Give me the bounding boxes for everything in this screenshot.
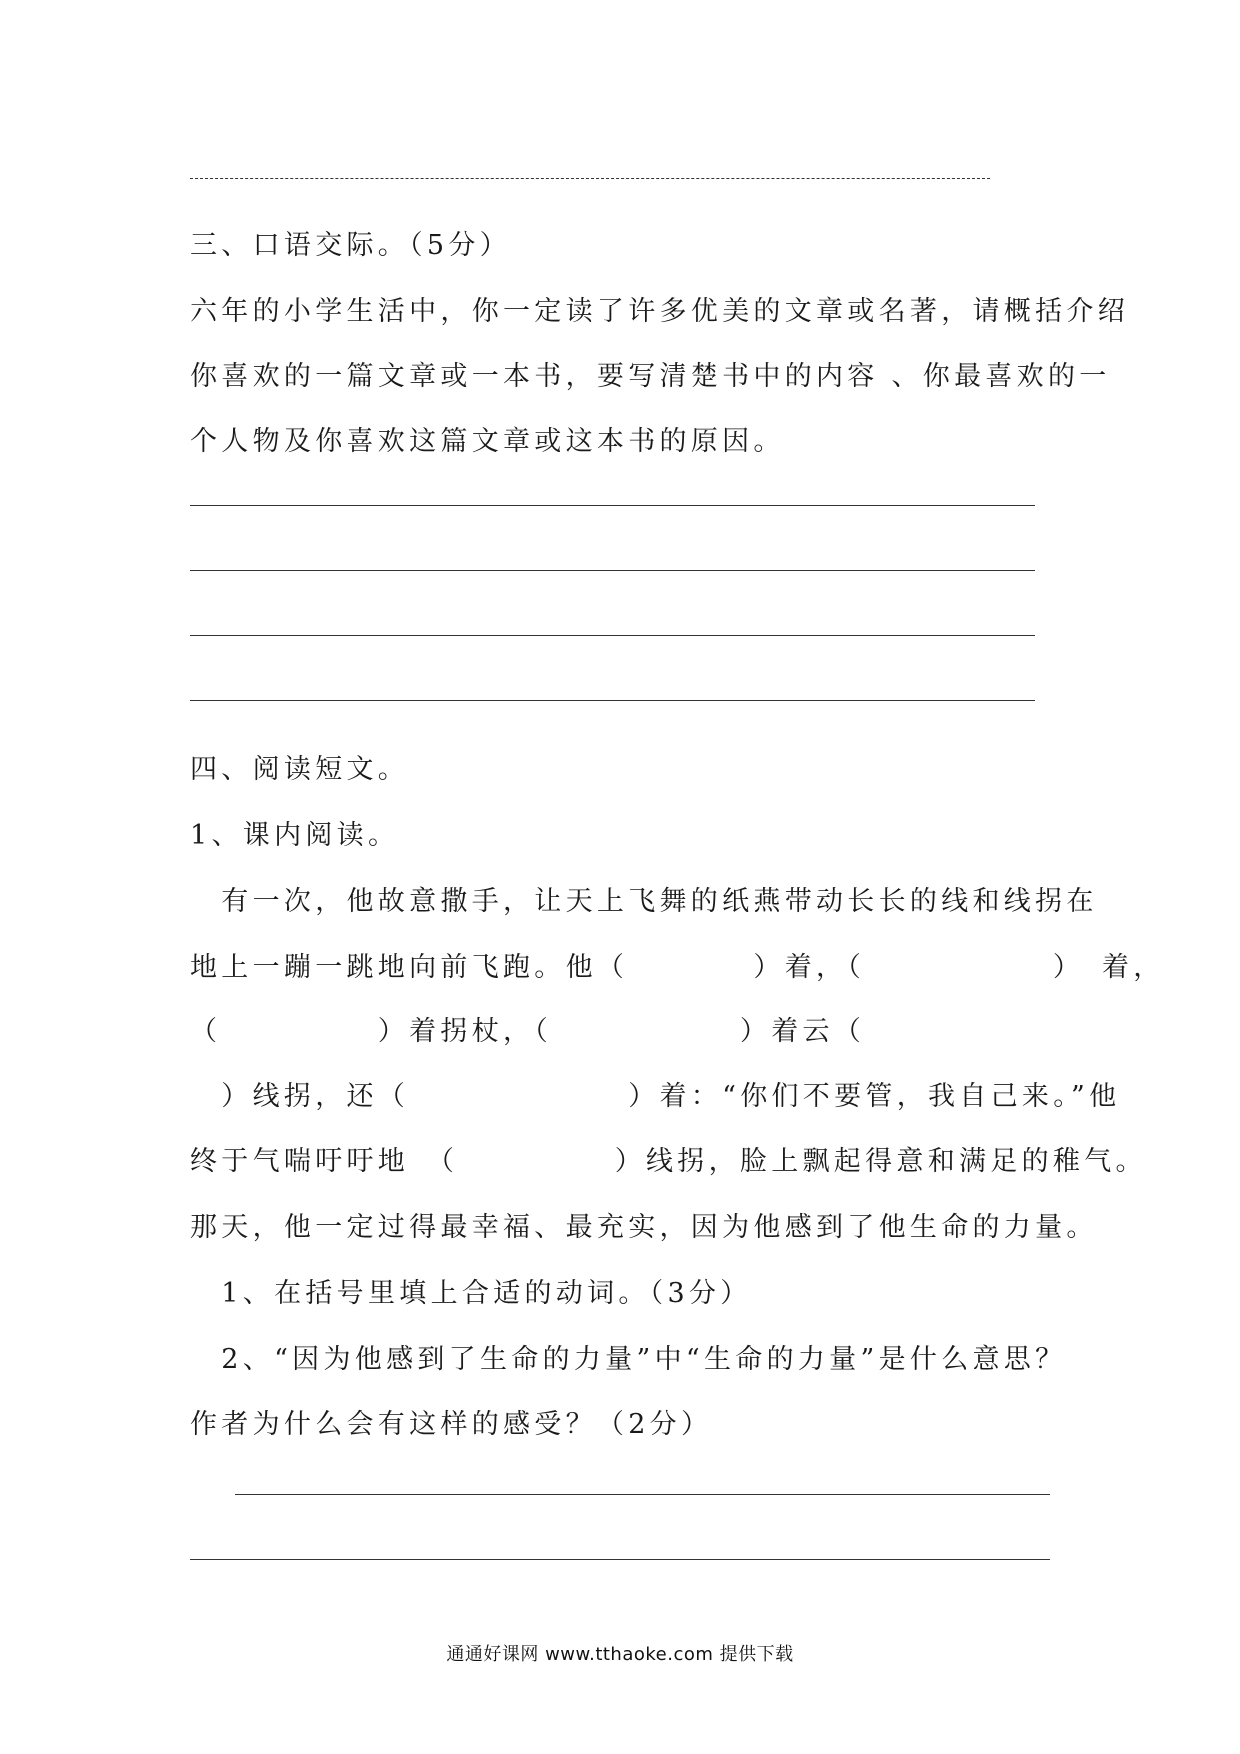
answer-line[interactable] [235,1494,1050,1495]
section-heading: 三、口语交际。（5分） [190,230,511,261]
paragraph-line: 个人物及你喜欢这篇文章或这本书的原因。 [190,426,785,457]
passage-line: 地上一蹦一跳地向前飞跑。他（ ）着，（ ） 着， [190,952,1165,983]
question-2: 2、“因为他感到了生命的力量”中“生命的力量”是什么意思？ [190,1344,1067,1375]
answer-line[interactable] [190,505,1035,506]
paragraph-line: 你喜欢的一篇文章或一本书，要写清楚书中的内容 、你最喜欢的一 [190,361,1111,392]
section-heading: 四、阅读短文。 [190,754,410,785]
question-2-cont: 作者为什么会有这样的感受？（2分） [190,1409,713,1440]
passage-line: 有一次，他故意撒手，让天上飞舞的纸燕带动长长的线和线拐在 [190,886,1098,917]
passage-line: 那天，他一定过得最幸福、最充实，因为他感到了他生命的力量。 [190,1212,1098,1243]
footer-text: 通通好课网 www.tthaoke.com 提供下载 [446,1644,794,1665]
passage-line: ）线拐，还（ ）着：“你们不要管，我自己来。”他 [190,1081,1121,1112]
subsection-heading: 1、课内阅读。 [190,820,400,851]
paragraph-line: 六年的小学生活中，你一定读了许多优美的文章或名著，请概括介绍 [190,296,1129,327]
answer-line[interactable] [190,700,1035,701]
answer-line[interactable] [190,1559,1050,1560]
question-1: 1、在括号里填上合适的动词。（3分） [190,1278,752,1309]
answer-line[interactable] [190,635,1035,636]
dashed-rule [190,178,990,179]
passage-line: （ ）着拐杖，（ ）着云（ [190,1016,866,1047]
passage-line: 终于气喘吁吁地 （ ）线拐，脸上飘起得意和满足的稚气。 [190,1146,1147,1177]
answer-line[interactable] [190,570,1035,571]
